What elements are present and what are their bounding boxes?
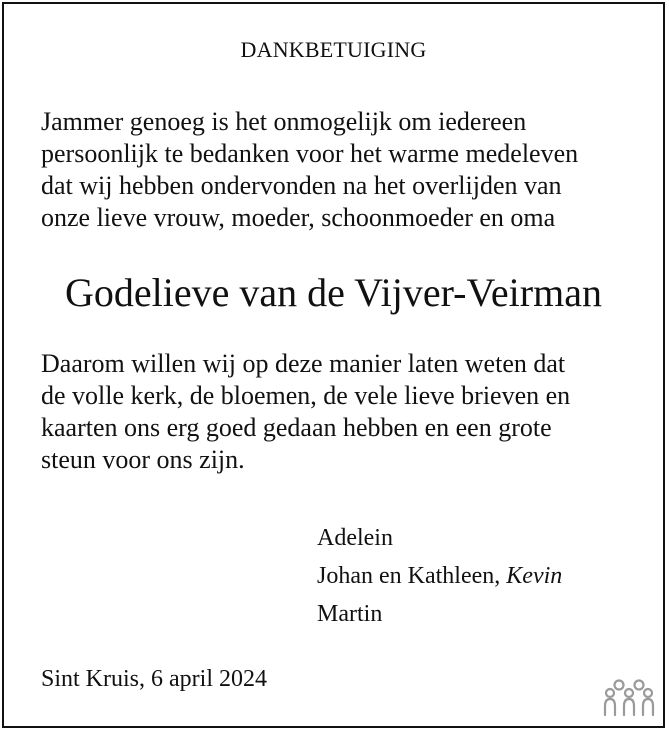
deceased-name: Godelieve van de Vijver-Veirman bbox=[65, 270, 602, 315]
signature-names: Johan en Kathleen, bbox=[317, 563, 507, 589]
message-line: kaarten ons erg goed gedaan hebben en een grote bbox=[41, 413, 552, 442]
thank-you-card bbox=[2, 2, 665, 728]
card-title: DANKBETUIGING bbox=[240, 37, 427, 62]
intro-line: dat wij hebben ondervonden na het overlijden van bbox=[41, 171, 562, 200]
people-group-icon bbox=[603, 678, 655, 718]
signature-line: Martin bbox=[317, 601, 383, 627]
signature-line bbox=[317, 557, 562, 595]
place-and-date: Sint Kruis, 6 april 2024 bbox=[41, 666, 267, 692]
message-paragraph bbox=[41, 348, 631, 476]
intro-line: persoonlijk te bedanken voor het warme medeleven bbox=[41, 139, 579, 168]
message-line: de volle kerk, de bloemen, de vele lieve brieven en bbox=[41, 381, 571, 410]
signature-grandchild: Kevin bbox=[506, 563, 563, 589]
family-signatures bbox=[317, 519, 562, 633]
message-line: steun voor ons zijn. bbox=[41, 445, 245, 474]
intro-line: Jammer genoeg is het onmogelijk om iedereen bbox=[41, 107, 527, 136]
signature-line: Adelein bbox=[317, 525, 393, 551]
intro-line: onze lieve vrouw, moeder, schoonmoeder en oma bbox=[41, 203, 556, 232]
intro-paragraph bbox=[41, 106, 631, 234]
message-line: Daarom willen wij op deze manier laten weten dat bbox=[41, 349, 566, 378]
